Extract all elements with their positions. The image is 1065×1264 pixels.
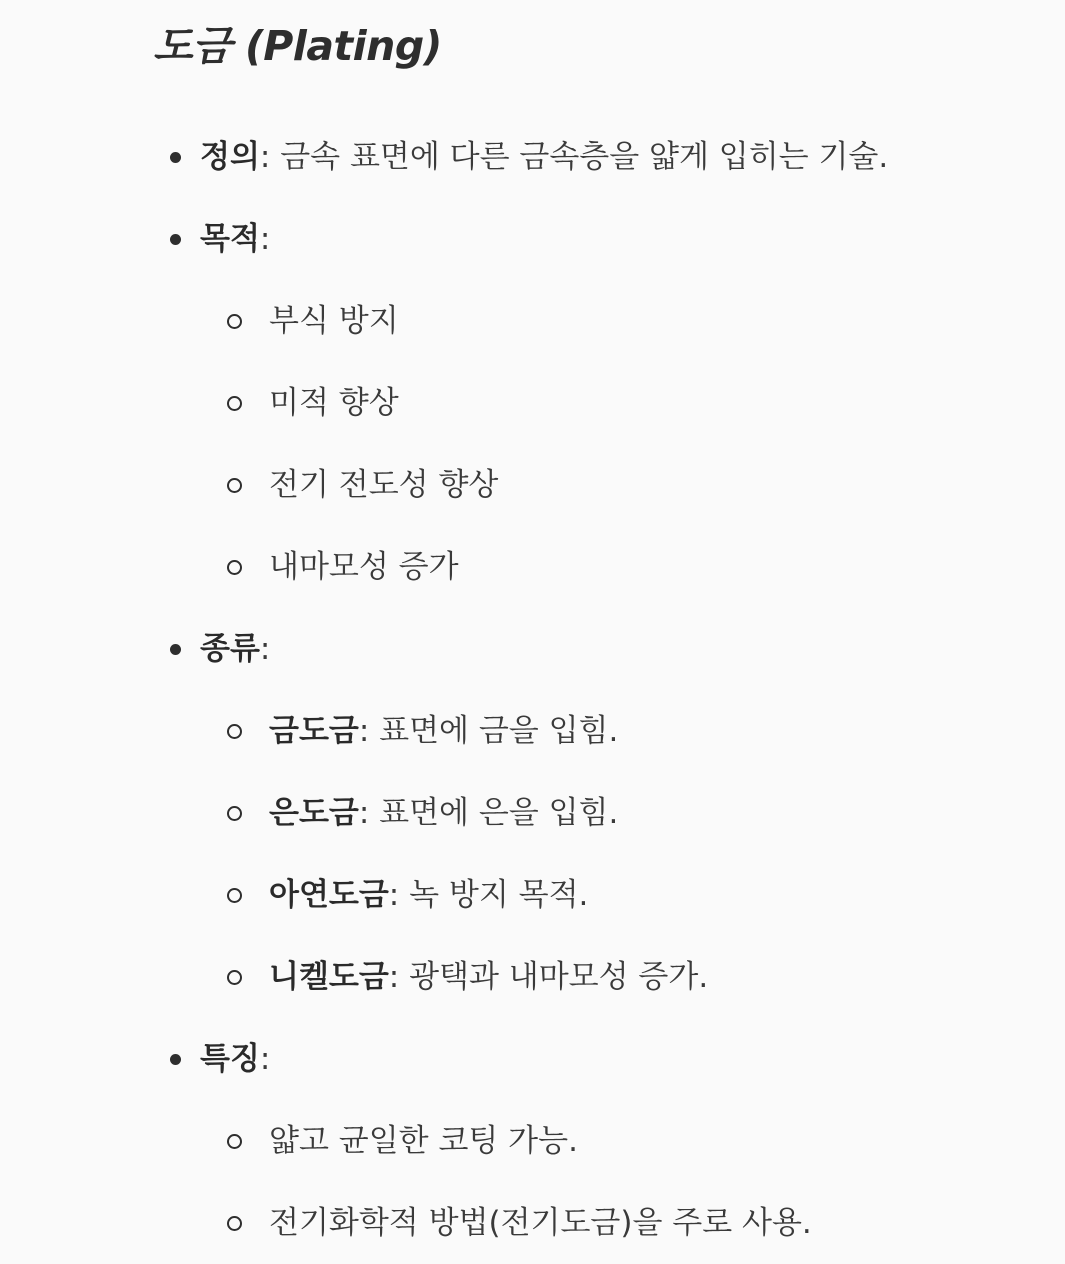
item-text: 전기 전도성 향상 <box>269 467 499 503</box>
item-text: : 표면에 은을 입힘. <box>358 795 619 831</box>
circle-bullet-icon <box>227 888 242 903</box>
content-list <box>0 116 888 1264</box>
item-text: 부식 방지 <box>269 303 399 339</box>
list-item <box>0 1100 888 1182</box>
list-item <box>0 362 888 444</box>
item-text: 내마모성 증가 <box>269 549 459 585</box>
item-term: 은도금 <box>269 795 359 831</box>
list-item <box>0 526 888 608</box>
list-item <box>0 1018 888 1100</box>
document-title: 도금 (Plating) <box>153 22 442 70</box>
list-item <box>0 444 888 526</box>
item-term: 아연도금 <box>269 877 389 913</box>
item-term: 금도금 <box>269 713 359 749</box>
list-item <box>0 772 888 854</box>
disc-bullet-icon <box>170 644 181 655</box>
circle-bullet-icon <box>227 396 242 411</box>
circle-bullet-icon <box>227 1216 242 1231</box>
item-text: : 표면에 금을 입힘. <box>358 713 619 749</box>
item-text: : <box>259 1041 271 1077</box>
circle-bullet-icon <box>227 970 242 985</box>
circle-bullet-icon <box>227 806 242 821</box>
item-text: : <box>259 221 271 257</box>
item-text: : 광택과 내마모성 증가. <box>388 959 709 995</box>
item-text: : <box>259 631 271 667</box>
list-item <box>0 198 888 280</box>
item-text: 전기화학적 방법(전기도금)을 주로 사용. <box>269 1205 812 1241</box>
circle-bullet-icon <box>227 1134 242 1149</box>
item-term: 정의 <box>200 139 260 175</box>
list-item <box>0 608 888 690</box>
item-text: : 녹 방지 목적. <box>388 877 589 913</box>
circle-bullet-icon <box>227 314 242 329</box>
item-text: 얇고 균일한 코팅 가능. <box>269 1123 578 1159</box>
circle-bullet-icon <box>227 560 242 575</box>
list-item <box>0 854 888 936</box>
item-text: : 금속 표면에 다른 금속층을 얇게 입히는 기술. <box>259 139 889 175</box>
item-term: 종류 <box>200 631 260 667</box>
list-item <box>0 936 888 1018</box>
list-item <box>0 280 888 362</box>
disc-bullet-icon <box>170 1054 181 1065</box>
circle-bullet-icon <box>227 478 242 493</box>
item-term: 특징 <box>200 1041 260 1077</box>
circle-bullet-icon <box>227 724 242 739</box>
item-term: 목적 <box>200 221 260 257</box>
item-term: 니켈도금 <box>269 959 389 995</box>
disc-bullet-icon <box>170 152 181 163</box>
list-item <box>0 690 888 772</box>
disc-bullet-icon <box>170 234 181 245</box>
list-item <box>0 116 888 198</box>
item-text: 미적 향상 <box>269 385 399 421</box>
